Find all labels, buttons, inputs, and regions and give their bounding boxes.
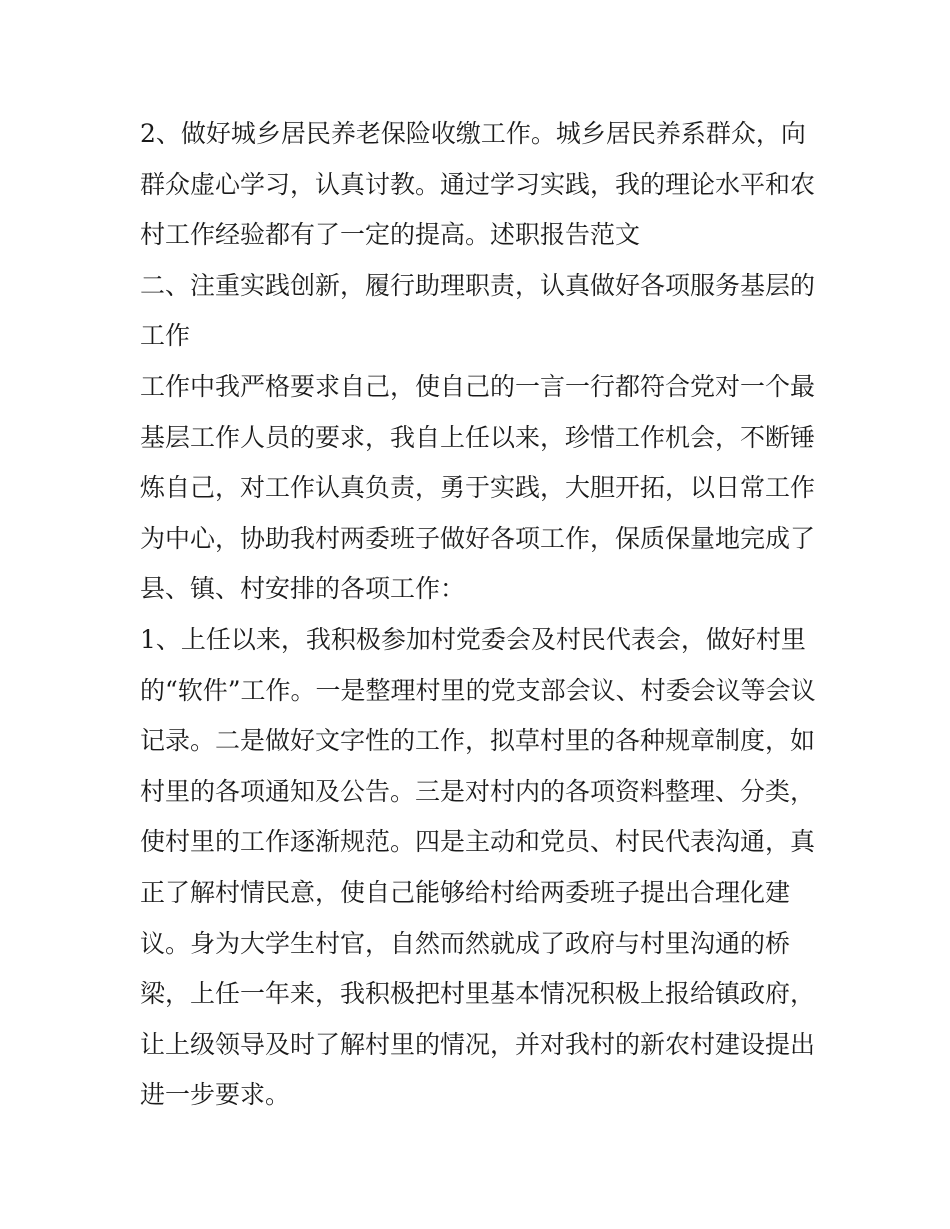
section-heading-line: 二、注重实践创新，履行助理职责，认真做好各项服务基层的 [140, 270, 816, 300]
text-line: 炼自己，对工作认真负责，勇于实践，大胆开拓，以日常工作 [140, 473, 816, 503]
text-line: 2、做好城乡居民养老保险收缴工作。城乡居民养系群众，向 [140, 119, 806, 148]
text-line: 议。身为大学生村官，自然而然就成了政府与村里沟通的桥 [140, 928, 791, 958]
text-line: 为中心，协助我村两委班子做好各项工作，保质保量地完成了 [140, 523, 816, 553]
text-line: 基层工作人员的要求，我自上任以来，珍惜工作机会，不断锤 [140, 422, 816, 452]
body-text [140, 109, 815, 1121]
text-line: 1、上任以来，我积极参加村党委会及村民代表会，做好村里 [140, 624, 806, 654]
text-line: 工作中我严格要求自己，使自己的一言一行都符合党对一个最 [140, 371, 816, 401]
text-line: 的“软件”工作。一是整理村里的党支部会议、村委会议等会议 [140, 675, 816, 705]
text-line: 梁，上任一年来，我积极把村里基本情况积极上报给镇政府， [140, 979, 816, 1009]
text-line: 记录。二是做好文字性的工作，拟草村里的各种规章制度，如 [140, 726, 816, 756]
text-line: 村工作经验都有了一定的提高。述职报告范文 [140, 220, 641, 250]
section-heading-line: 工作 [140, 321, 191, 351]
text-line: 让上级领导及时了解村里的情况，并对我村的新农村建设提出 [140, 1029, 816, 1059]
text-line: 村里的各项通知及公告。三是对村内的各项资料整理、分类， [140, 776, 816, 806]
text-line: 使村里的工作逐渐规范。四是主动和党员、村民代表沟通，真 [140, 827, 816, 857]
text-line: 进一步要求。 [140, 1080, 291, 1110]
text-line: 正了解村情民意，使自己能够给村给两委班子提出合理化建 [140, 877, 791, 907]
text-line: 群众虚心学习，认真讨教。通过学习实践，我的理论水平和农 [140, 169, 816, 199]
text-line: 县、镇、村安排的各项工作： [140, 574, 466, 604]
